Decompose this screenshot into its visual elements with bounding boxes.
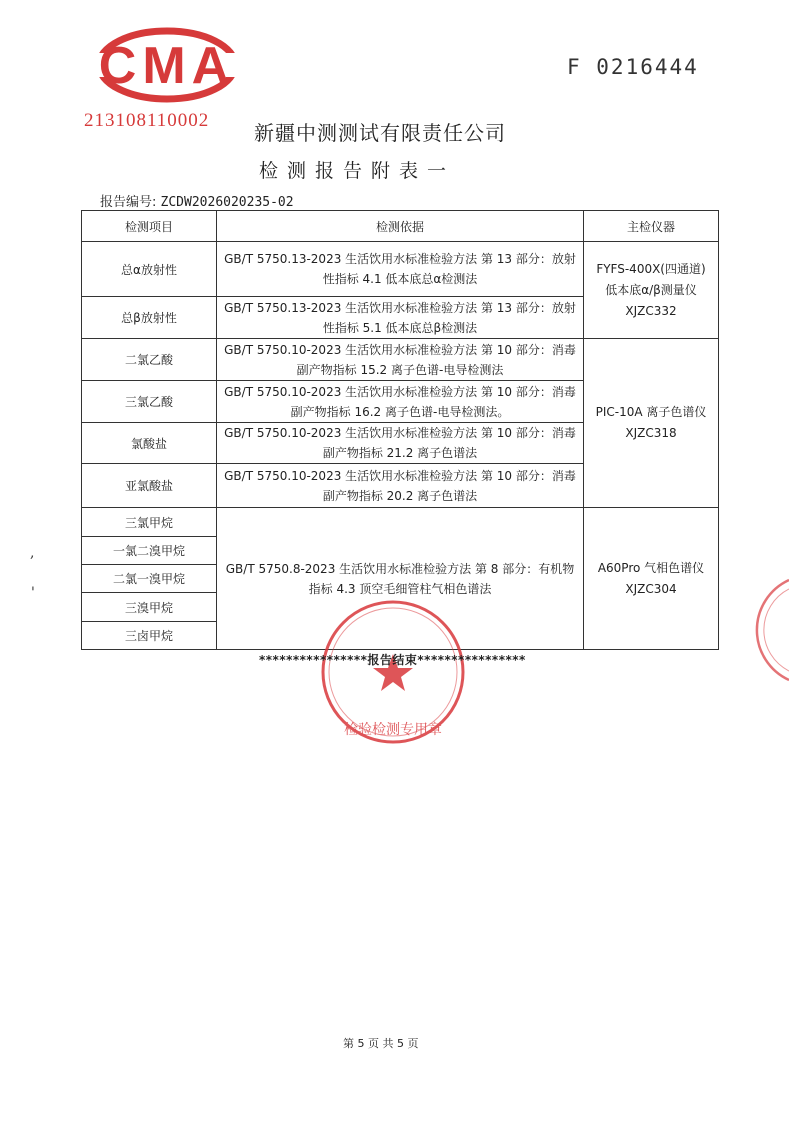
test-basis: GB/T 5750.13-2023 生活饮用水标准检验方法 第 13 部分：放射性指标 5.1 低本底总β检测法 xyxy=(217,297,584,339)
report-number-label: 报告编号: xyxy=(100,195,157,210)
instrument-model: A60Pro 气相色谱仪 xyxy=(597,560,705,575)
instrument-id: XJZC332 xyxy=(625,303,677,318)
test-basis: GB/T 5750.10-2023 生活饮用水标准检验方法 第 10 部分：消毒副产物指标 20.2 离子色谱法 xyxy=(217,464,584,508)
test-basis: GB/T 5750.10-2023 生活饮用水标准检验方法 第 10 部分：消毒副产物指标 21.2 离子色谱法 xyxy=(217,423,584,464)
test-item: 三氯乙酸 xyxy=(82,381,217,423)
instrument-cell xyxy=(584,508,719,650)
header-instrument: 主检仪器 xyxy=(584,211,719,242)
instrument-model: FYFS-400X(四通道) xyxy=(596,261,706,276)
test-item: 二氯一溴甲烷 xyxy=(82,565,217,593)
test-basis: GB/T 5750.10-2023 生活饮用水标准检验方法 第 10 部分：消毒副产物指标 16.2 离子色谱-电导检测法。 xyxy=(217,381,584,423)
test-item: 三氯甲烷 xyxy=(82,508,217,537)
table-row xyxy=(82,508,719,537)
instrument-id: XJZC304 xyxy=(625,581,677,596)
cma-number: 213108110002 xyxy=(84,110,210,131)
seal-text: 检验检测专用章 xyxy=(344,722,442,738)
svg-text:CMA: CMA xyxy=(98,37,236,95)
report-title: 检测报告附表一 xyxy=(259,160,456,182)
report-number-value: ZCDW2026020235-02 xyxy=(160,195,294,210)
report-number xyxy=(100,191,294,210)
test-item: 总α放射性 xyxy=(82,242,217,297)
test-item: 三卤甲烷 xyxy=(82,622,217,650)
header-item: 检测项目 xyxy=(82,211,217,242)
table-row xyxy=(82,339,719,381)
header-basis: 检测依据 xyxy=(217,211,584,242)
test-item: 一氯二溴甲烷 xyxy=(82,537,217,565)
serial-number: F 0216444 xyxy=(567,55,699,79)
report-end-marker: ****************报告结束**************** xyxy=(259,653,526,667)
cma-logo xyxy=(92,25,242,105)
margin-mark: ' xyxy=(31,585,35,601)
test-basis: GB/T 5750.8-2023 生活饮用水标准检验方法 第 8 部分：有机物指标 4.3 顶空毛细管柱气相色谱法 xyxy=(217,508,584,650)
test-table xyxy=(81,210,719,650)
instrument-model: PIC-10A 离子色谱仪 xyxy=(595,405,707,419)
test-item: 二氯乙酸 xyxy=(82,339,217,381)
test-item: 总β放射性 xyxy=(82,297,217,339)
table-row xyxy=(82,242,719,297)
instrument-id: XJZC318 xyxy=(625,426,677,440)
inspection-seal xyxy=(318,592,468,752)
test-item: 三溴甲烷 xyxy=(82,593,217,622)
test-item: 亚氯酸盐 xyxy=(82,464,217,508)
partial-seal-icon xyxy=(735,575,789,685)
instrument-name: 低本底α/β测量仪 xyxy=(605,282,697,297)
test-item: 氯酸盐 xyxy=(82,423,217,464)
company-name: 新疆中测测试有限责任公司 xyxy=(254,121,506,145)
test-basis: GB/T 5750.13-2023 生活饮用水标准检验方法 第 13 部分：放射性指标 4.1 低本底总α检测法 xyxy=(217,242,584,297)
instrument-cell xyxy=(584,242,719,339)
page-number: 第 5 页 共 5 页 xyxy=(343,1037,419,1050)
table-header-row xyxy=(82,211,719,242)
instrument-cell xyxy=(584,339,719,508)
margin-mark: , xyxy=(30,545,35,561)
test-basis: GB/T 5750.10-2023 生活饮用水标准检验方法 第 10 部分：消毒副产物指标 15.2 离子色谱-电导检测法 xyxy=(217,339,584,381)
